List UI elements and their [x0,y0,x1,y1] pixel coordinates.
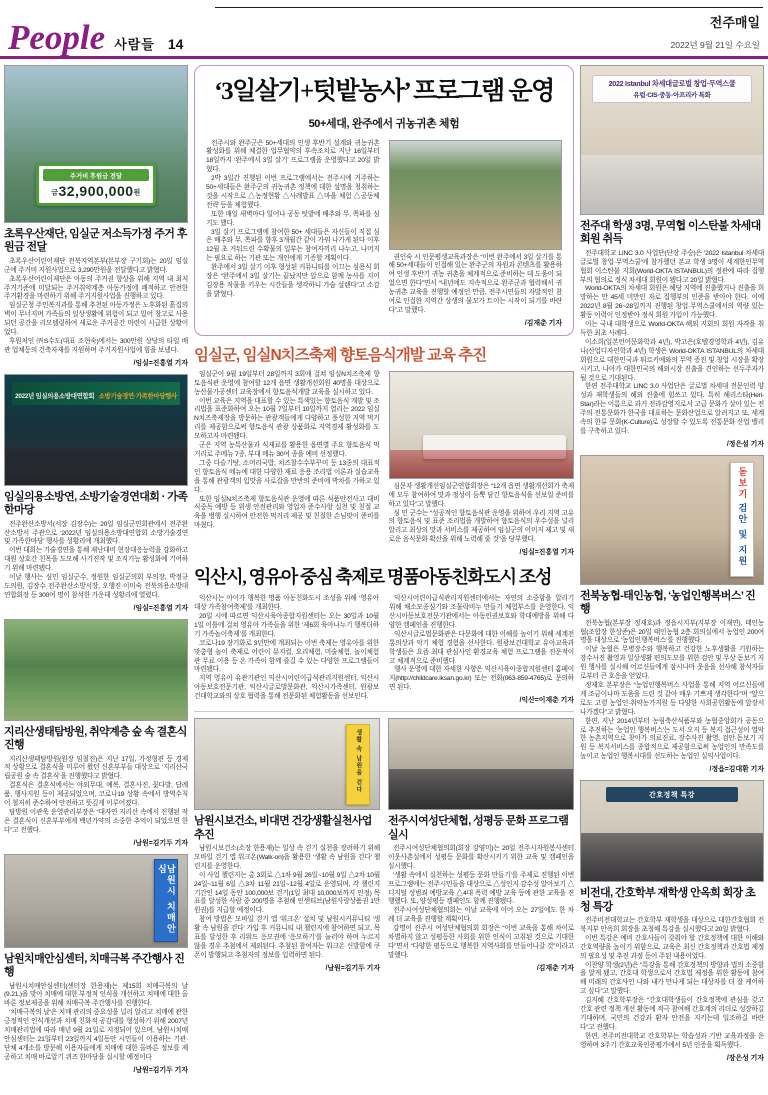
paragraph: 초록우산어린이재단은 아동의 주거권 향상을 위해 지역 내 최저주거기준에 미달되는 주거취약계층 아동가정에 쾌적하고 안전한 주거환경을 마련하기 위해 주거지원사업을 진행하고 있다. [4,275,188,301]
byline: /김재춘 기자 [524,319,562,327]
paragraph: 지리산생태탐방원(원장 임철진)은 지난 17일, 가정형편 등 경제적 상황으로 결혼식을 미루어 왔던 신혼부부들 대상으로 ‘지리산국립공원 숲 속 결혼식’을 진행했다고 밝혔다. [4,755,188,781]
paragraph: 또한 매일 새벽마다 일어나 공동 텃밭에 배추와 무, 쪽파를 심기도 했다. [206,210,380,227]
paragraph: 이번 교육은 지역을 대표할 수 있는 특색있는 향토음식 개발 및 조리법을 표준화하여 오는 10월 7일부터 10일까지 열리는 2022 임실N치즈축제장을 방문하는 관광객들에게 다양하고 풍성한 지역 먹거리를 제공함으로써 향토음식 관광 상품화로 지역경제 활성화를 도모하고자 마련됐다. [194,397,380,441]
paragraph: 전북농협(본부장 정재호)과 정읍시지부(지부장 이재연), 태인농협(조합장 한상준)은 20일 태인농협 2층 회의실에서 농업인 200여명을 대상으로 ‘농업인행복버스’를 진행했다. [580,619,764,645]
paragraph: 2박 3일간 진행된 이번 프로그램에서는 전주시에 거주하는 50+세대들은 완주군의 귀농귀촌 정책에 대한 설명을 청취하는 것을 시작으로 △농정현황 △사례발표 △마을 체험 △공동체 전략 등을 체험했다. [206,175,380,209]
article-cheese-festival [194,343,574,556]
photo-forest-wedding [4,619,188,721]
feature-right-column [389,140,563,327]
paragraph: 강명이 전주시 여성단체협의회 회장은 “이번 교육을 통해 차이로 차별하지 않고 성평등한 사회를 위한 인식이 고취된 것으로 기대한다”면서 “다양한 평등으로 행복한 지역사회를 만들어나갈 것”이라고 말했다. [388,925,574,959]
paragraph: 초록우산어린이재단 전북지역본부(본부장 구기회)는 20일 임실군에 주거비 지원사업으로 3,290만원을 전달했다고 밝혔다. [4,257,188,274]
article-title: 익산시, 영유아 중심 축제로 명품아동친화도시 조성 [194,567,552,588]
photo-housing-donation [4,65,188,223]
check-label: 주거비 후원금 전달 [43,169,149,181]
byline: /임실=진흥열 기자 [519,549,574,557]
article-greenfund [4,65,188,367]
photo-cooking-class [389,371,575,479]
paragraph: 전주비전대학교는 간호학부 재학생을 대상으로 대한간호협회 전북지부 안옥희 회장을 초청해 특강을 실시했다고 20일 밝혔다. [580,916,764,933]
article-body [580,250,764,448]
page-number: 14 [167,35,184,52]
paragraph: 후원처인 ㈜S수도(대표 조현숙)에서는 300만원 상당의 타일 배관 업체등의 건축자재를 지원하며 주거지원사업에 힘을 보냈다. [4,337,188,354]
paragraph: ‘치매극복의 날’은 치매 관리의 중요성을 널리 알리고 치매에 관한 긍정적인 인식개선과 치매 친화적 공감대를 형성하기 위해 2007년 치매관리법에 따라 매년 9월 21일로 지정되어 있으며, 남원시치매안심센터는 21일부터 23일까지 4일동안 시민들이 이용하는 기관·단체 4개소를 방문해 이용자들에게 치매에 대한 올바른 정보를 제공하고 치매 바로알기 퀴즈 한마당을 실시할 예정이다 [4,1009,188,1061]
paragraph: 한편, 지난 2014년부터 농림축산식품부와 농협중앙회가 공동으로 추진하는 ‘농업인 행복버스’는 도서·오지 등 복지 접근성이 열악한 농촌지역으로 찾아가 의료진료, 장수사진 촬영, 검안·돋보기 지원 등 복지서비스를 종합적으로 제공함으로써 농업인의 만족도를 높이고 농업인 행복시대를 선도하는 농업인 실익사업이다. [580,717,764,761]
article-body [580,917,764,1062]
article-vision-college [580,780,764,1061]
lecture-banner: 간호정책 특강 [606,787,737,802]
article-body [194,845,380,972]
article-dementia-week [4,854,188,1074]
stage-banner: 2022년 임실의용소방대연합회 소방기술경연·가족한마당행사 [12,382,179,405]
paragraph: 전주대학교 LINC 3.0 사업단(단장 주승)은 ‘2022 Istanbul 차세대 글로벌 창업·무역스쿨’에 참가했던 본교 학생 3명이 세계한인무역협회 이스탄불 지회(World-OKTA ISTANBUL)의 정관에 따라 집행부의 협의로 정식 차세대 회원이 됐다고 20일 밝혔다. [580,249,764,284]
paragraph: World-OKTA의 차세대 회원은 해당 지역에 진출했거나 진출을 희망하는 만 45세 미만인 자로 집행부의 인준을 받아야 한다. 이에 2022년 8월 26~28일까지 진행된 창업·무역스쿨에서의 역량 있는 활동 이력이 인정받아 정식 회원 가입이 가능했다. [580,285,764,320]
paragraph: 김지혜 간호학부장은 “간호대학생들이 간호정책에 관심을 갖고 간호 관련 정책 개선 활동에 적극 참여해 간호계의 리더로 성장하길 기대하며, 국민의 건강과 환자 안전을 지키는데 일조하길 바란다”고 전했다. [580,997,764,1031]
paragraph: 이번 대회는 기술경연을 통해 재난대비 현장대응능력을 강화하고 대원 상호간 친목을 도모해 사기진작 및 조직기능 활성화에 기여하기 위해 마련됐다. [4,547,188,573]
students-silhouette [581,155,763,214]
article-title: 전북농협-태인농협, ‘농업인행복버스’ 진행 [580,589,756,616]
paragraph: 이찬양 학생(2년)은 “특강을 통해 간호정책의 방향과 법의 소중함을 알게 됐고, 간호대 학생으로서 간호법 제정을 위한 활동에 참여해 미래의 간호사인 나와 내가 만나게 되는 대상자를 더 잘 케어하고 싶다”고 말했다. [580,961,764,996]
paragraph: 코로나19 장기화로 3년만에 개최되는 이번 축제는 영유아를 위한 맞춤형 놀이 축제로 어린이 뮤지컬, 요리체험, 미술체험, 놀이체험관 무료 이용 등 온 가족이 함께 즐길 수 있는 다양한 프로그램들이 마련됐다. [194,639,379,674]
article-title: 지리산생태탐방원, 취약계층 숲 속 결혼식 진행 [4,725,187,752]
paragraph: 탐방원 이관욱 운영관리부장은 “대자연 지리산 속에서 진행된 작은 결혼식이 신혼부부에게 백년가약의 소중한 추억이 되었으면 한다”고 전했다. [4,809,188,834]
center-bottom-row [194,711,574,972]
article-body [580,620,764,774]
article-body [4,756,188,847]
feature-left-column [206,140,380,327]
paragraph: 완주에서 3일 살기 이후 형성된 커뮤니티를 이끄는 심용식 회장은 “완주에서 3일 살기는 끝났지만 앞으로 함께 농사를 지어 김장용 작물을 키우는 시간들을 생각하니 가슴 설렌다”고 소감을 밝혔다. [206,264,380,298]
article-body [4,983,188,1074]
paragraph: 전주시여성단체협의회는 이날 교육에 이어 오는 27일에도 한 차례 더 교육을 진행할 계획이다. [388,907,574,924]
paragraph: 참여 방법은 모바일 걷기 앱 ‘워크온’ 설치 및 남원시커뮤니티 ‘생활 속 남원을 걷다’ 가입 후 커뮤니티 내 챌린지에 참여하면 되고, 목표를 달성한 후 리워드 응모권에 ‘응모하기’를 눌러야 하며 누르지 않을 경우 추첨에서 제외된다. 추첨된 참여자는 워크온 신발함에 쿠폰이 발행되고 추첨자의 정보를 입력하면 된다. [194,916,380,959]
byline: /임실=진흥열 기자 [133,359,188,367]
paragraph: 남원시보건소(소장 한용재)는 일상 속 걷기 실천을 장려하기 위해 모바일 걷기 앱 워크온(Walk-on)을 활용한 ‘생활 속 남원을 걷다’ 챌린지를 운영한다. [194,844,380,870]
cheese-right-column [389,371,575,556]
article-body [194,595,574,704]
photo-istanbul-students [580,65,764,215]
paragraph: 그중 다슬기탕, 소머리국밥, 치즈찰수수부꾸미 등 13종의 대표적인 향토음식 메뉴에 대한 다양한 재료 응용 조리법 이론과 실습교육을 통해 관광객의 입맛을 사로잡을 만반의 준비에 박차를 가하고 있다. [194,459,380,494]
article-title: 전주대 학생 3명, 무역협 이스탄불 차세대 회원 취득 [580,220,761,246]
photo-happiness-bus [580,455,764,585]
paragraph: 익산시글로벌문화관은 다문화에 대한 이해를 높이기 위해 세계전통의상과 악기 체험 경험을 선사한다. 원광보건대학교 유아교육과 학생들은 요즘 최대 관심사인 환경교육 체험 프로그램을 전문적이고 체계적으로 준비했다. [389,630,574,665]
photo-fire-brigade-event [4,374,188,486]
right-column [580,65,764,1069]
paragraph: 한편, 전주비전대학교 간호학부는 학습성과 기반 교육과정을 운영하며 3주기 간호교육인증평가에서 5년 인증을 획득했다. [580,1032,764,1049]
cheese-body [194,371,574,556]
page-content [0,59,768,1081]
paragraph: 임실군청 주민복지과를 통해 추천된 아동가정은 노후화된 흙집의 벽이 무너지며 가족들의 일상생활에 위험이 되고 있어 창고로 사용되던 공간을 리모델링하여 새로운 주거공간 마련이 시급한 상황이었다. [4,302,188,337]
top-rule [215,7,763,8]
photo-nursing-lecture [580,780,764,882]
paragraph: 임실군이 9월 19일부터 28일까지 3회에 걸쳐 임실N치즈축제 향토음식관 운영에 참여할 12개 읍면 생활개선회원 40명을 대상으로 농산물가공센터 교육장에서 향토음식개발 교육을 실시하고 있다. [194,370,380,396]
paragraph: 이 사업 챌린지는 총 3회로 △1차 9월 26일~10월 9일 △2차 10월 24일~11월 6일 △3차 11월 21일~12월 4일로 운영되며, 각 챌린지 기간인 14일 동안 100,000보 걷기(1일 최대 10,000보까지 인정) 목표를 달성한 사람 중 200명을 추첨해 인센티브(남원사랑상품권 1만원권)를 지급할 예정이다. [194,871,380,915]
feature-subtitle: 50+세대, 완주에서 귀농귀촌 체험 [308,117,460,130]
paragraph: 행사 운영에 대한 자세한 사항은 익산시육아종합지원센터 홈페이지(http://childcare.iksan.go.kr) 또는 전화(063-859-4765)로 문의하면 된다. [389,666,574,692]
group-silhouette [581,833,763,881]
article-body [4,258,188,367]
article-title: 남원시보건소, 비대면 건강생활실천사업 추진 [194,815,372,841]
center-column [194,65,574,972]
paragraph: 20일 시에 따르면 익산시육아종합지원센터는 오는 30일과 10월 1일 이틀에 걸쳐 영유아 가족들을 위한 ‘제6회 육아나누기 행복더하기 가족놀이축제’를 개최한다. [194,613,379,638]
paragraph: 한편 전주대학교 LINC 3.0 사업단은 글로벌 차세대 전문인력 양성과 재학생들의 해외 진출에 힘쓰고 있다. 특히 헤리스타(Heri-Star)라는 이름으로 과거 전라감영지로서 고급 문화가 살아 있는 전주의 전통문화가 한국을 대표하는 문화산업으로 알려지고 또, 세계 속의 한류 문화(K-Culture)로 성장할 수 있도록 전통문화 산업 밸리를 구축하고 있다. [580,383,764,435]
paragraph: 또한 임실N치즈축제 향토음식관 운영에 따른 식품안전사고 대비 식중독 예방 등 위생 안전관리와 영업자 준수사항 실천 및 친절 교육을 병행 실시하여 안전한 먹거리 제공 및 친절한 손님맞이 준비를 마쳤다. [194,495,380,530]
paper-info [671,12,760,53]
istanbul-banner: 2022 Istanbul 차세대글로벌 창업·무역스쿨 유럽·CIS·중동·아프리카 특화 [592,75,752,103]
dementia-banner: 남원시 치매안심 [154,859,178,942]
red-apron-crowd [390,450,574,478]
byline: /정은설 기자 [726,440,764,448]
paragraph: 결혼식은 결혼식에서는 야외무대, 예복, 결혼사진, 꽃다발, 답례품, 행사지원 등이 제공되었으며, 코로나19 상황 속에서 방역수칙이 철저히 준수하여 안전하고 뜻깊게 이루어졌다. [4,782,188,808]
byline: /정읍=김대환 기자 [709,766,764,774]
feature-title: ‘3일살기+텃밭농사’ 프로그램 운영 [214,78,554,105]
article-three-days-living [194,65,574,336]
photo-health-center [194,718,380,810]
paragraph: 이는 국내 대학생으로 World-OKTA 해외 지회의 회원 자격을 취득한 최초 사례다. [580,321,764,337]
section-name-korean: 사람들 [114,36,155,52]
byline: /남원=김기두 기자 [133,839,188,847]
article-title: 전주시여성단체협, 성평등 문화 프로그램 실시 [388,815,569,841]
cheese-left-column [194,371,380,556]
paragraph: 심 민 군수는 “성공적인 향토음식관 운영을 위하여 우리 지역 고유의 향토음식 및 표준 조리법을 개발하여 향토음식의 우수성을 널리 알리고 최상의 맛과 서비스를 제공하여 임실군의 이미지 제고 및 새로운 음식문화 확산을 위해 노력해 줄 것”을 당부했다. [388,509,574,544]
left-column [4,65,188,1081]
check-amount: 금32,900,000원 [51,183,141,200]
article-jeonju-university [580,65,764,448]
article-walkon [194,718,380,972]
paragraph: 권인숙 시 인문평생교육과장은 “이번 완주에서 3일 살기를 통해 50+세대들이 인접해 있는 완주군의 자원과 콘텐츠를 활용하여 인생 후반기 귀농 귀촌을 체계적으로 준비하는 데 도움이 되었으면 한다”면서 “내년에도 지속적으로 완주군과 협력해서 귀농귀촌 교육을 진행할 예정인 만큼, 전주시민들의 자발적인 참여로 인접한 지역간 상생의 물꼬가 트이는 시작이 되기를 바란다”고 말했다. [388,253,562,314]
article-nonghyup-bus [580,455,764,773]
photo-farm-program [389,140,563,250]
paragraph: 이날 농협은 무병장수와 행복하고 건강한 노후생활을 기원하는 장수사진 촬영과 일상생활 편의도모를 위한 검안 및 무상 돋보기 지원 행사를 실시해 어르신들에게 잠시나마 웃음을 선사해 참석자들로부터 큰 호응을 얻었다. [580,646,764,681]
byline: /남원=김기두 기자 [133,1066,188,1074]
article-body [4,521,188,612]
article-title: 임실의용소방연, 소방기술경연대회 · 가족한마당 [4,490,188,517]
donation-check-board [36,163,156,206]
paragraph: 3일 살기 프로그램에 참여한 50+ 세대들은 자신들이 직접 심은 배추와 무, 쪽파를 향후 3개월간 같이 가꿔 나가게 된다 이후 12월 초 거둬드린 수확물의 일부는 참여자끼리 나누고, 나머지는 필요로 하는 기관 또는 개인에게 기증할 계획이다. [206,228,380,263]
byline: /임실=진흥열 기자 [133,604,188,612]
byline: /남원=김기두 기자 [325,964,380,972]
article-title: 남원치매안심센터, 치매극복 주간행사 진행 [4,952,185,979]
article-title: 초록우산재단, 임실군 저소득가정 주거 후원금 전달 [4,228,187,254]
article-fire-brigade [4,374,188,612]
photo-dementia-booth [4,854,188,948]
reading-glasses-banner: 돋보기 검안 및 지원 [730,462,754,577]
audience-silhouette [389,769,573,810]
article-title: 임실군, 임실N치즈축제 향토음식개발 교육 추진 [194,346,487,364]
paragraph: 이번 특강은 예비 간호사들이 갖춰야 할 간호정책에 대한 이해와 간호역량을 높이기 위함으로, 교육은 최신 간호정책과 간호법 제정의 필요성 및 추진 과정 등이 주된 내용이었다. [580,934,764,960]
paragraph: 이소희(일본언어문화학과 4년), 박고은(호텔경영학과 4년), 김유나(산업디자인학과 4년) 학생은 World-OKTA ISTANBUL의 차세대 회원으로 대한민국과 튀르키예와의 무역 증진 및 창업 시장을 확장시키고, 나아가 대한민국의 해외시장 진출을 견인하는 선두주자가 될 것으로 기대된다. [580,338,764,382]
masthead [0,0,768,59]
paper-name: 전주매일 [709,15,760,30]
section-brand [8,17,184,57]
article-gender-equality [388,718,574,972]
paragraph: 익산시는 아이가 행복한 명품 아동친화도시 조성을 위해 ‘영유아 대상 가족참여축제’를 개최한다. [194,595,379,612]
section-logo: People [8,17,106,57]
byline: /장은성 기자 [726,1054,764,1062]
paragraph: 군은 지역 농특산물과 식재료를 활용한 읍면별 주요 향토음식 먹거리로 주메뉴 7종, 부대 메뉴 30여 종을 예비 선정했다. [194,442,380,458]
paper-date: 2022년 9월 21일 수요일 [670,40,760,50]
paragraph: 심문자 생활개선임실군연합회장은 “12개 읍면 생활개선회가 축제에 모두 참여하여 맛과 정성이 듬뿍 담긴 향토음식을 선보일 준비를 하고 있다”고 말했다. [388,482,574,508]
article-jirisan-wedding [4,619,188,847]
byline: /익산=이재춘 기자 [519,697,574,705]
paragraph: 전주완산소방서(서장 김장수)는 20일 임실군민회관에서 전주완산소방서 주관으로 ‘2022년 임실의용소방대연합회 소방기술경연 및 가족한마당’ 행사를 성황리에 개최했다. [4,520,188,546]
feature-body [206,140,562,327]
walkon-banner: 생활 속 남원을 걷다 [346,724,370,805]
paragraph: 전주시와 완주군은 50+세대의 인생 후반기 설계와 귀농귀촌 활성화를 위해 체결한 업무협약의 후속조치로 지난 16일부터 18일까지 ‘완주에서 3일 살기’ 프로그램을 운영했다고 20일 밝혔다. [206,139,380,174]
paragraph: ‘생활 속에서 실천하는 성평등 문화 만들기’를 주제로 진행된 이번 프로그램에는 전주시민들을 대상으로 △성인지 감수성 알아보기 △디지털 성범죄 예방교육 △4대 폭력 예방 교육 등에 관한 교육을 진행했다. 또, 양성평등 캠페인도 함께 진행됐다. [388,871,574,906]
crowd-silhouette [5,447,187,484]
paragraph: 지역 영유아 유관기관인 익산시어린이급식관리지원센터, 익산시아동보호전문기관, 익산시글로벌문화관, 익산시가족센터, 원광보건대학교와의 상호 협력을 통해 전문화된 체험활동을 선보인다. [194,675,379,701]
photo-seminar [388,718,574,810]
paragraph: 이날 행사는 심민 임실군수, 정원한 임실군의회 부의장, 박정규 도의원, 김장수 전주완산소방서장, 오행진·이미숙 전북의용소방대 연합회장 등 300여 명이 참석한 가운데 성황리에 열렸다. [4,574,188,599]
article-iksan-festival [194,563,574,704]
byline: /김재춘 기자 [536,964,574,972]
paragraph: 정재호 본부장은 “농업인행복버스 사업을 통해 지역 어르신들에게 조금이나마 도움을 드린 것 같아 매우 기쁘게 생각한다”며 “앞으로도 고령 농업인·취약농가지원 등 다양한 사회공헌활동에 앞장서 나가겠다”고 밝혔다. [580,682,764,716]
paragraph: 익산시어린이급식관리지원센터에서는 자연의 소중함을 알리기 위해 채소모종심기와 조물락비누 만들기 체험부스를 운영한다. 익산시아동보호전문기관에서는 아동인권보호와 학대예방을 위해 다양한 캠페인을 진행한다. [389,595,574,629]
article-title: 비전대, 간호학부 재학생 안옥희 회장 초청 특강 [580,887,756,913]
article-body [388,845,574,972]
paragraph: 남원시치매안심센터(센터장 한용재)는 제15회 치매극복의 날(9.21.)을 맞아 치매에 대한 부정적 인식을 개선하고 치매에 대한 올바른 정보제공을 위해 치매극복 주간행사를 진행한다. [4,982,188,1008]
paragraph: 전주시여성단체협의회(회장 강염미)는 20일 전주시자원봉사센터 이웃사촌실에서 성평등 문화를 확산시키기 위한 교육 및 캠페인을 실시했다. [388,844,574,870]
